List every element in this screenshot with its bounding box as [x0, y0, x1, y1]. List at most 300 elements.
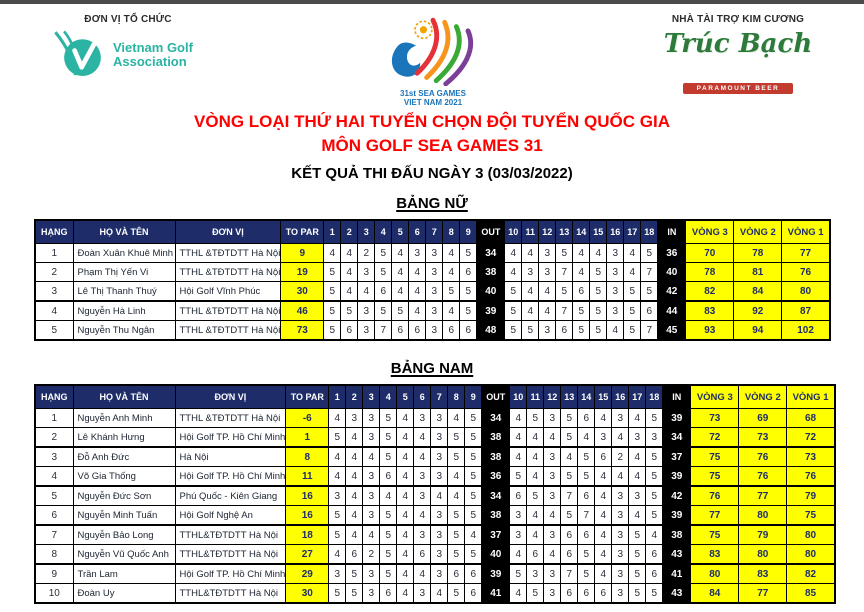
rank-cell: 1 — [35, 244, 73, 263]
hole-score-cell: 4 — [392, 244, 409, 263]
col-header-hole: 1 — [329, 385, 346, 409]
col-header-to-par: TO PAR — [281, 220, 324, 244]
hole-score-cell: 3 — [646, 428, 663, 448]
round1-score-cell: 102 — [782, 321, 830, 341]
col-header-hole: 8 — [448, 385, 465, 409]
col-header-hole: 12 — [544, 385, 561, 409]
round1-score-cell: 76 — [787, 467, 835, 487]
player-row — [35, 467, 835, 487]
out-total-cell: 34 — [482, 486, 510, 506]
hole-score-cell: 4 — [612, 428, 629, 448]
hole-score-cell: 6 — [595, 584, 612, 604]
hole-score-cell: 3 — [414, 467, 431, 487]
col-header-unit: ĐƠN VỊ — [175, 385, 286, 409]
hole-score-cell: 4 — [414, 506, 431, 526]
round1-score-cell: 82 — [787, 564, 835, 584]
col-header-hole: 3 — [363, 385, 380, 409]
hole-score-cell: 6 — [556, 321, 573, 341]
hole-score-cell: 4 — [397, 506, 414, 526]
hole-score-cell: 3 — [544, 447, 561, 467]
col-header-name: HỌ VÀ TÊN — [73, 385, 175, 409]
hole-score-cell: 4 — [329, 467, 346, 487]
hole-score-cell: 5 — [561, 409, 578, 428]
round1-score-cell: 68 — [787, 409, 835, 428]
to-par-cell: 16 — [286, 506, 329, 526]
hole-score-cell: 3 — [544, 525, 561, 545]
hole-score-cell: 4 — [510, 428, 527, 448]
hole-score-cell: 5 — [448, 506, 465, 526]
trucbach-banner: PARAMOUNT BEER — [683, 83, 794, 94]
table-header-row — [35, 385, 835, 409]
hole-score-cell: 5 — [578, 545, 595, 565]
to-par-cell: 19 — [281, 263, 324, 282]
hole-score-cell: 5 — [646, 447, 663, 467]
col-header-hole: 16 — [607, 220, 624, 244]
col-header-out: OUT — [477, 220, 505, 244]
rank-cell: 8 — [35, 545, 73, 565]
round3-score-cell: 75 — [691, 447, 739, 467]
hole-score-cell: 6 — [573, 282, 590, 302]
hole-score-cell: 3 — [431, 447, 448, 467]
out-total-cell: 48 — [477, 321, 505, 341]
rank-cell: 2 — [35, 428, 73, 448]
round1-score-cell: 80 — [787, 545, 835, 565]
hole-score-cell: 6 — [460, 263, 477, 282]
hole-score-cell: 4 — [448, 467, 465, 487]
hole-score-cell: 5 — [375, 301, 392, 321]
player-name-cell: Lê Khánh Hưng — [73, 428, 175, 448]
hole-score-cell: 4 — [522, 244, 539, 263]
round3-score-cell: 70 — [686, 244, 734, 263]
unit-cell: TTHL&TĐTDTT Hà Nội — [175, 545, 286, 565]
to-par-cell: 27 — [286, 545, 329, 565]
to-par-cell: 16 — [286, 486, 329, 506]
hole-score-cell: 4 — [443, 244, 460, 263]
hole-score-cell: 4 — [527, 428, 544, 448]
hole-score-cell: 3 — [612, 486, 629, 506]
hole-score-cell: 6 — [641, 301, 658, 321]
hole-score-cell: 5 — [380, 409, 397, 428]
hole-score-cell: 4 — [629, 506, 646, 526]
hole-score-cell: 4 — [341, 282, 358, 302]
hole-score-cell: 5 — [324, 263, 341, 282]
hole-score-cell: 5 — [578, 564, 595, 584]
hole-score-cell: 4 — [363, 447, 380, 467]
hole-score-cell: 4 — [324, 244, 341, 263]
unit-cell: Phú Quốc - Kiên Giang — [175, 486, 286, 506]
round3-score-cell: 93 — [686, 321, 734, 341]
col-header-hole: 14 — [573, 220, 590, 244]
player-name-cell: Nguyễn Hà Linh — [73, 301, 175, 321]
col-header-rank: HẠNG — [35, 385, 73, 409]
hole-score-cell: 4 — [346, 447, 363, 467]
hole-score-cell: 5 — [329, 428, 346, 448]
sponsor-label: NHÀ TÀI TRỢ KIM CƯƠNG — [671, 14, 805, 25]
hole-score-cell: 5 — [624, 321, 641, 341]
round1-score-cell: 72 — [787, 428, 835, 448]
in-total-cell: 40 — [658, 263, 686, 282]
hole-score-cell: 4 — [341, 263, 358, 282]
hole-score-cell: 4 — [612, 467, 629, 487]
hole-score-cell: 4 — [510, 545, 527, 565]
hole-score-cell: 5 — [641, 282, 658, 302]
hole-score-cell: 3 — [414, 486, 431, 506]
hole-score-cell: 5 — [578, 447, 595, 467]
page-header — [0, 4, 864, 106]
col-header-hole: 1 — [324, 220, 341, 244]
hole-score-cell: 3 — [612, 545, 629, 565]
round1-score-cell: 80 — [787, 525, 835, 545]
organizer-block — [28, 14, 228, 81]
rank-cell: 5 — [35, 321, 73, 341]
hole-score-cell: 3 — [426, 282, 443, 302]
hole-score-cell: 5 — [448, 545, 465, 565]
round2-score-cell: 76 — [739, 447, 787, 467]
col-header-round3: VÒNG 3 — [691, 385, 739, 409]
in-total-cell: 37 — [663, 447, 691, 467]
hole-score-cell: 5 — [629, 584, 646, 604]
player-name-cell: Võ Gia Thống — [73, 467, 175, 487]
hole-score-cell: 4 — [397, 564, 414, 584]
hole-score-cell: 4 — [544, 506, 561, 526]
hole-score-cell: 3 — [431, 428, 448, 448]
hole-score-cell: 4 — [505, 244, 522, 263]
event-logo-text1: 31st SEA GAMES — [400, 89, 466, 98]
hole-score-cell: 6 — [443, 321, 460, 341]
player-name-cell: Đoàn Uy — [73, 584, 175, 604]
out-total-cell: 41 — [482, 584, 510, 604]
round3-score-cell: 80 — [691, 564, 739, 584]
hole-score-cell: 4 — [505, 263, 522, 282]
out-total-cell: 40 — [477, 282, 505, 302]
to-par-cell: -6 — [286, 409, 329, 428]
player-row — [35, 584, 835, 604]
round3-score-cell: 82 — [686, 282, 734, 302]
col-header-hole: 17 — [629, 385, 646, 409]
hole-score-cell: 5 — [556, 282, 573, 302]
hole-score-cell: 5 — [465, 467, 482, 487]
men-results-table — [34, 384, 836, 604]
round3-score-cell: 75 — [691, 467, 739, 487]
hole-score-cell: 4 — [329, 409, 346, 428]
unit-cell: Hội Golf TP. Hồ Chí Minh — [175, 467, 286, 487]
hole-score-cell: 4 — [392, 282, 409, 302]
hole-score-cell: 2 — [358, 244, 375, 263]
hole-score-cell: 3 — [426, 263, 443, 282]
round3-score-cell: 76 — [691, 486, 739, 506]
hole-score-cell: 3 — [329, 564, 346, 584]
hole-score-cell: 5 — [460, 301, 477, 321]
rank-cell: 2 — [35, 263, 73, 282]
hole-score-cell: 3 — [414, 409, 431, 428]
page-title-line2: MÔN GOLF SEA GAMES 31 — [321, 136, 543, 155]
hole-score-cell: 5 — [646, 506, 663, 526]
unit-cell: Hà Nội — [175, 447, 286, 467]
to-par-cell: 11 — [286, 467, 329, 487]
unit-cell: TTHL&TĐTDTT Hà Nội — [175, 584, 286, 604]
hole-score-cell: 3 — [431, 564, 448, 584]
rank-cell: 3 — [35, 282, 73, 302]
vietnam-golf-association-logo-icon — [51, 29, 107, 81]
hole-score-cell: 5 — [646, 409, 663, 428]
event-logo-block — [348, 16, 518, 107]
hole-score-cell: 3 — [358, 321, 375, 341]
hole-score-cell: 5 — [573, 301, 590, 321]
hole-score-cell: 5 — [590, 282, 607, 302]
hole-score-cell: 5 — [380, 447, 397, 467]
hole-score-cell: 5 — [590, 321, 607, 341]
hole-score-cell: 4 — [392, 263, 409, 282]
hole-score-cell: 5 — [443, 282, 460, 302]
player-name-cell: Nguyễn Bảo Long — [73, 525, 175, 545]
hole-score-cell: 6 — [578, 525, 595, 545]
in-total-cell: 38 — [663, 525, 691, 545]
round1-score-cell: 76 — [782, 263, 830, 282]
to-par-cell: 9 — [281, 244, 324, 263]
hole-score-cell: 5 — [341, 301, 358, 321]
unit-cell: TTHL &TĐTDTT Hà Nội — [175, 409, 286, 428]
hole-score-cell: 6 — [578, 584, 595, 604]
organizer-label: ĐƠN VỊ TỔ CHỨC — [84, 14, 172, 25]
out-total-cell: 34 — [477, 244, 505, 263]
in-total-cell: 34 — [663, 428, 691, 448]
hole-score-cell: 5 — [646, 467, 663, 487]
col-header-hole: 7 — [426, 220, 443, 244]
round2-score-cell: 81 — [734, 263, 782, 282]
round2-score-cell: 92 — [734, 301, 782, 321]
sea-games-31-logo-icon — [373, 16, 493, 86]
hole-score-cell: 3 — [607, 282, 624, 302]
hole-score-cell: 3 — [629, 486, 646, 506]
round2-score-cell: 78 — [734, 244, 782, 263]
hole-score-cell: 4 — [358, 282, 375, 302]
in-total-cell: 39 — [663, 467, 691, 487]
hole-score-cell: 5 — [448, 428, 465, 448]
to-par-cell: 8 — [286, 447, 329, 467]
col-header-hole: 9 — [460, 220, 477, 244]
rank-cell: 7 — [35, 525, 73, 545]
col-header-hole: 13 — [556, 220, 573, 244]
player-row — [35, 486, 835, 506]
round3-score-cell: 78 — [686, 263, 734, 282]
hole-score-cell: 6 — [346, 545, 363, 565]
hole-score-cell: 5 — [590, 301, 607, 321]
hole-score-cell: 4 — [578, 428, 595, 448]
col-header-in: IN — [663, 385, 691, 409]
rank-cell: 3 — [35, 447, 73, 467]
hole-score-cell: 3 — [607, 301, 624, 321]
hole-score-cell: 6 — [465, 584, 482, 604]
hole-score-cell: 5 — [510, 564, 527, 584]
player-row — [35, 263, 830, 282]
hole-score-cell: 6 — [510, 486, 527, 506]
hole-score-cell: 6 — [561, 584, 578, 604]
hole-score-cell: 5 — [527, 409, 544, 428]
to-par-cell: 73 — [281, 321, 324, 341]
round2-score-cell: 80 — [739, 506, 787, 526]
in-total-cell: 42 — [658, 282, 686, 302]
hole-score-cell: 3 — [612, 506, 629, 526]
hole-score-cell: 4 — [397, 545, 414, 565]
player-name-cell: Phạm Thị Yến Vi — [73, 263, 175, 282]
hole-score-cell: 4 — [409, 263, 426, 282]
hole-score-cell: 4 — [527, 467, 544, 487]
hole-score-cell: 4 — [561, 447, 578, 467]
round2-score-cell: 94 — [734, 321, 782, 341]
col-header-round3: VÒNG 3 — [686, 220, 734, 244]
hole-score-cell: 6 — [409, 321, 426, 341]
hole-score-cell: 7 — [375, 321, 392, 341]
hole-score-cell: 5 — [465, 409, 482, 428]
hole-score-cell: 3 — [329, 486, 346, 506]
player-name-cell: Đỗ Anh Đức — [73, 447, 175, 467]
round3-score-cell: 84 — [691, 584, 739, 604]
round1-score-cell: 75 — [787, 506, 835, 526]
hole-score-cell: 6 — [578, 486, 595, 506]
hole-score-cell: 4 — [573, 263, 590, 282]
unit-cell: Hội Golf TP. Hồ Chí Minh — [175, 428, 286, 448]
hole-score-cell: 4 — [448, 486, 465, 506]
hole-score-cell: 3 — [539, 321, 556, 341]
to-par-cell: 18 — [286, 525, 329, 545]
player-name-cell: Nguyễn Vũ Quốc Anh — [73, 545, 175, 565]
hole-score-cell: 3 — [629, 428, 646, 448]
round3-score-cell: 83 — [686, 301, 734, 321]
hole-score-cell: 3 — [544, 409, 561, 428]
hole-score-cell: 4 — [409, 282, 426, 302]
hole-score-cell: 4 — [431, 486, 448, 506]
hole-score-cell: 2 — [363, 545, 380, 565]
hole-score-cell: 6 — [375, 282, 392, 302]
hole-score-cell: 5 — [380, 564, 397, 584]
hole-score-cell: 5 — [629, 564, 646, 584]
hole-score-cell: 3 — [527, 564, 544, 584]
hole-score-cell: 5 — [324, 301, 341, 321]
round3-score-cell: 75 — [691, 525, 739, 545]
hole-score-cell: 3 — [363, 409, 380, 428]
player-row — [35, 525, 835, 545]
round1-score-cell: 80 — [782, 282, 830, 302]
hole-score-cell: 5 — [380, 506, 397, 526]
hole-score-cell: 5 — [324, 282, 341, 302]
hole-score-cell: 5 — [465, 428, 482, 448]
hole-score-cell: 6 — [561, 545, 578, 565]
hole-score-cell: 4 — [510, 447, 527, 467]
col-header-to-par: TO PAR — [286, 385, 329, 409]
hole-score-cell: 3 — [426, 244, 443, 263]
hole-score-cell: 3 — [358, 301, 375, 321]
hole-score-cell: 4 — [443, 263, 460, 282]
hole-score-cell: 3 — [607, 244, 624, 263]
hole-score-cell: 3 — [431, 506, 448, 526]
hole-score-cell: 5 — [380, 525, 397, 545]
trucbach-logo: Trúc Bạch — [663, 29, 813, 59]
hole-score-cell: 3 — [544, 467, 561, 487]
hole-score-cell: 4 — [595, 545, 612, 565]
hole-score-cell: 4 — [629, 447, 646, 467]
hole-score-cell: 5 — [448, 525, 465, 545]
hole-score-cell: 4 — [595, 525, 612, 545]
hole-score-cell: 4 — [346, 486, 363, 506]
player-name-cell: Đoàn Xuân Khuê Minh — [73, 244, 175, 263]
unit-cell: Hội Golf TP. Hồ Chí Minh — [175, 564, 286, 584]
hole-score-cell: 5 — [556, 244, 573, 263]
hole-score-cell: 5 — [510, 467, 527, 487]
hole-score-cell: 5 — [646, 486, 663, 506]
col-header-hole: 10 — [510, 385, 527, 409]
player-row — [35, 545, 835, 565]
unit-cell: TTHL&TĐTDTT Hà Nội — [175, 525, 286, 545]
hole-score-cell: 4 — [510, 584, 527, 604]
hole-score-cell: 6 — [465, 564, 482, 584]
hole-score-cell: 3 — [510, 525, 527, 545]
event-logo-text2: VIET NAM 2021 — [403, 98, 463, 107]
in-total-cell: 36 — [658, 244, 686, 263]
player-row — [35, 447, 835, 467]
unit-cell: TTHL &TĐTDTT Hà Nội — [175, 263, 281, 282]
round2-score-cell: 83 — [739, 564, 787, 584]
organizer-name: Vietnam Golf Association — [113, 40, 193, 69]
rank-cell: 4 — [35, 467, 73, 487]
hole-score-cell: 5 — [624, 282, 641, 302]
out-total-cell: 40 — [482, 545, 510, 565]
out-total-cell: 39 — [477, 301, 505, 321]
player-name-cell: Nguyễn Anh Minh — [73, 409, 175, 428]
hole-score-cell: 5 — [375, 244, 392, 263]
unit-cell: TTHL &TĐTDTT Hà Nội — [175, 244, 281, 263]
col-header-hole: 12 — [539, 220, 556, 244]
col-header-round2: VÒNG 2 — [739, 385, 787, 409]
col-header-hole: 14 — [578, 385, 595, 409]
to-par-cell: 46 — [281, 301, 324, 321]
round3-score-cell: 77 — [691, 506, 739, 526]
unit-cell: TTHL &TĐTDTT Hà Nội — [175, 321, 281, 341]
hole-score-cell: 6 — [646, 545, 663, 565]
hole-score-cell: 6 — [392, 321, 409, 341]
hole-score-cell: 4 — [397, 428, 414, 448]
hole-score-cell: 5 — [641, 244, 658, 263]
col-header-hole: 18 — [641, 220, 658, 244]
hole-score-cell: 4 — [443, 301, 460, 321]
hole-score-cell: 3 — [544, 584, 561, 604]
in-total-cell: 41 — [663, 564, 691, 584]
hole-score-cell: 5 — [465, 545, 482, 565]
hole-score-cell: 4 — [397, 486, 414, 506]
to-par-cell: 1 — [286, 428, 329, 448]
hole-score-cell: 4 — [346, 525, 363, 545]
hole-score-cell: 3 — [414, 584, 431, 604]
hole-score-cell: 3 — [539, 244, 556, 263]
out-total-cell: 38 — [477, 263, 505, 282]
rank-cell: 6 — [35, 506, 73, 526]
hole-score-cell: 3 — [363, 428, 380, 448]
page-title-line1: VÒNG LOẠI THỨ HAI TUYỂN CHỌN ĐỘI TUYỂN QUỐC GIA — [194, 112, 670, 131]
col-header-hole: 8 — [443, 220, 460, 244]
out-total-cell: 38 — [482, 428, 510, 448]
player-name-cell: Nguyễn Thu Ngân — [73, 321, 175, 341]
hole-score-cell: 4 — [346, 428, 363, 448]
round1-score-cell: 79 — [787, 486, 835, 506]
hole-score-cell: 7 — [578, 506, 595, 526]
out-total-cell: 38 — [482, 447, 510, 467]
hole-score-cell: 5 — [505, 321, 522, 341]
hole-score-cell: 4 — [397, 584, 414, 604]
hole-score-cell: 3 — [363, 506, 380, 526]
hole-score-cell: 5 — [561, 467, 578, 487]
hole-score-cell: 3 — [346, 409, 363, 428]
round3-score-cell: 83 — [691, 545, 739, 565]
hole-score-cell: 5 — [346, 584, 363, 604]
